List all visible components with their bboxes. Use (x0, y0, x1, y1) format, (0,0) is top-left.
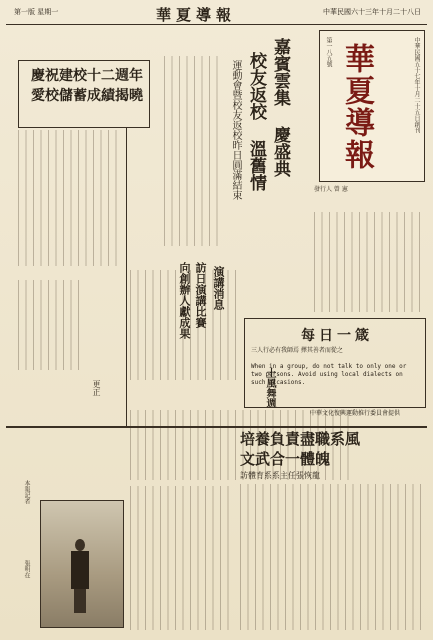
byline-reporter: 本報記者 (23, 480, 30, 504)
section-rule (6, 426, 427, 428)
daily-motto-title: 每日一箴 (301, 328, 373, 344)
article-columns-bottom2 (130, 486, 234, 630)
publisher-line: 發行人 曾 憲 (314, 186, 348, 193)
bottom-headline-1: 培養負責盡職系風 (240, 430, 361, 448)
bottom-subheadline: 訪體育系系主任張恢龍 (240, 471, 320, 480)
left-headline-2: 愛校儲蓄成績揭曉 (31, 88, 143, 104)
article-columns-bottom (240, 484, 424, 630)
main-headline-1: 嘉賓雲集 慶盛典 (270, 38, 290, 177)
main-subheadline: 運動會暨校友返校昨日圓滿結束 (230, 60, 241, 200)
masthead-title: 華夏導報 (339, 43, 374, 171)
column-rule (126, 128, 127, 426)
folkdance-headline: 土風舞週 (264, 368, 275, 408)
correction-label: 更正 (92, 380, 101, 396)
motto-credit: 中華文化復興運動推行委員會提供 (310, 410, 401, 417)
byline-name: 張明在 (23, 560, 30, 578)
left-headline-1: 慶祝建校十二週年 (31, 68, 143, 84)
masthead (319, 30, 425, 182)
daily-motto-box (244, 318, 426, 408)
main-headline-2: 校友返校 溫舊情 (246, 52, 266, 191)
portrait-photo (40, 500, 124, 628)
article-columns-right (314, 212, 422, 312)
masthead-issue-no: 第一八五號 (325, 37, 332, 67)
bottom-headline-2: 文武合一體魄 (240, 450, 331, 468)
issue-info: 第一版 星期一 (14, 8, 59, 16)
talk-notice-headline: 演講消息 (212, 266, 225, 310)
daily-motto-text: 三人行必有我師焉 擇其善者而從之 (251, 347, 343, 354)
article-columns-main (164, 56, 224, 246)
article-columns-left2 (18, 280, 82, 370)
issue-date: 中華民國六十三年十月二十八日 (323, 8, 421, 16)
left-headline-box (18, 60, 150, 128)
paper-name: 華夏導報 (156, 6, 237, 24)
masthead-founded: 中華民國五十七年十月二十五日創刊 (413, 37, 420, 133)
top-bar (6, 4, 427, 25)
person-figure (69, 539, 91, 613)
founder-headline: 向創辦人獻成果 (178, 262, 191, 339)
article-columns-left (18, 130, 118, 266)
daily-motto-en: When in a group, do not talk to only one or two persons. Avoid using local dialects on such occasions. (251, 363, 407, 386)
speech-contest-headline: 訪日演講比賽 (194, 262, 207, 328)
